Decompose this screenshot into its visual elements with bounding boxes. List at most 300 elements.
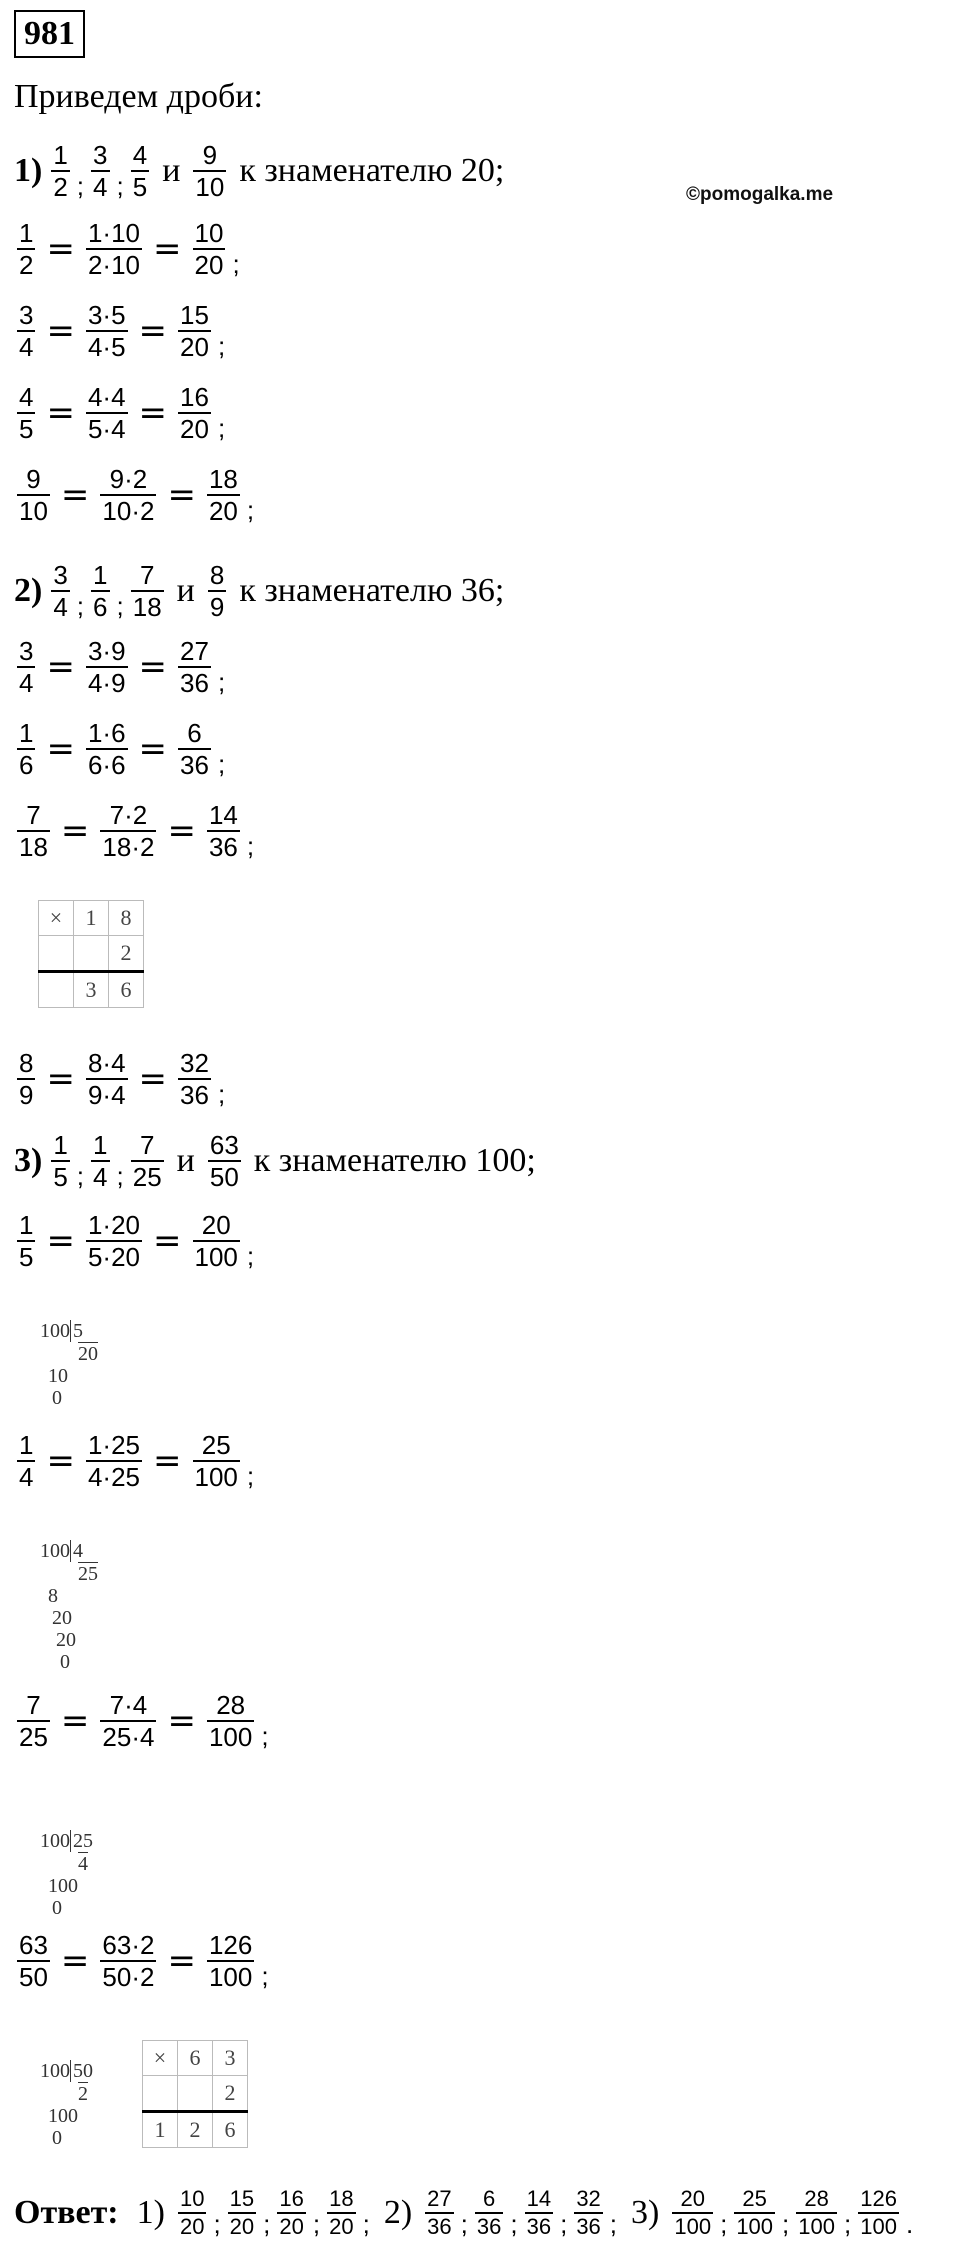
intro-text: Приведем дроби: [14,78,263,115]
table-cell: 6 [178,2041,213,2076]
quotient: 2 [78,2083,88,2105]
equals-sign: = [60,811,90,851]
result-fraction [193,1430,240,1492]
task-header-2 [14,560,514,622]
expanded-fraction [86,636,128,698]
equation-line [14,300,229,362]
numerator: 16 [279,2186,304,2211]
numerator: 8 [19,1048,34,1078]
denominator: 4·9 [87,668,126,698]
denominator: 36 [180,750,209,780]
table-cell [39,972,74,1008]
numerator: 1·20 [87,1210,141,1240]
task-fraction [91,1130,109,1192]
task-fraction [51,140,69,202]
numerator: 1 [53,140,68,170]
equals-sign: = [153,1441,182,1481]
equals-sign: = [46,311,75,351]
denominator: 5·20 [87,1242,141,1272]
numerator: 32 [180,1048,209,1078]
target-text: к знаменателю 36; [239,572,505,609]
numerator: 9 [26,464,41,494]
equation-line [14,1930,273,1992]
numerator: 4 [19,382,34,412]
equals-sign: = [46,1059,75,1099]
separator: ; [782,2209,790,2239]
equals-sign: = [60,1701,90,1741]
separator: ; [263,2209,271,2239]
numerator: 7 [26,800,41,830]
denominator: 100 [194,1462,238,1492]
dividend: 100 [40,1540,70,1562]
separator: ; [213,2209,221,2239]
denominator: 6·6 [87,750,126,780]
expanded-fraction [100,1930,156,1992]
answer-fraction [734,2186,775,2240]
denominator: 18·2 [102,832,155,862]
denominator: 20 [180,414,209,444]
task-fraction [208,560,226,622]
equals-sign: = [138,311,168,351]
expanded-fraction [86,1210,142,1272]
task-fraction [51,1130,69,1192]
answer-line [14,2186,917,2240]
numerator: 1 [93,1130,108,1160]
denominator: 50·2 [102,1962,155,1992]
denominator: 50 [19,1962,48,1992]
equals-sign: = [138,393,168,433]
answer-fraction [425,2186,453,2240]
denominator: 9 [19,1080,34,1110]
denominator: 36 [208,832,238,862]
equals-sign: = [138,1059,168,1099]
table-cell: 2 [109,936,144,972]
table-cell [39,936,74,972]
numerator: 28 [804,2186,829,2211]
denominator: 10 [195,172,225,202]
equals-sign: = [167,811,196,851]
denominator: 100 [194,1242,238,1272]
separator: ; [246,1241,255,1271]
task-label: 3) [14,1142,43,1179]
expanded-fraction [86,1430,142,1492]
answer-part-label: 3) [631,2194,660,2231]
denominator: 18 [19,832,48,862]
divisor: 5 [70,1320,83,1342]
division-step: 10 [48,1365,68,1387]
denominator: 20 [194,250,224,280]
division-head [40,1540,98,1562]
separator: ; [116,171,124,201]
long-division [40,1830,93,1919]
division-head [40,1320,98,1342]
separator: ; [843,2209,852,2239]
denominator: 4 [19,668,34,698]
separator: ; [232,249,240,279]
numerator: 27 [427,2186,452,2211]
numerator: 6 [187,718,202,748]
separator: ; [261,1961,269,1991]
equals-sign: = [46,1441,75,1481]
numerator: 7 [139,1130,155,1160]
denominator: 25·4 [102,1722,155,1752]
result-fraction [178,1048,211,1110]
table-cell: 2 [213,2076,248,2112]
equation-line [14,218,244,280]
numerator: 25 [201,1430,231,1460]
denominator: 25 [19,1722,48,1752]
task-label: 1) [14,152,43,189]
equals-sign: = [153,229,182,269]
numerator: 7 [26,1690,41,1720]
division-step: 8 [48,1585,58,1607]
numerator: 32 [576,2186,601,2211]
result-fraction [207,464,240,526]
numerator: 3 [53,560,68,590]
result-fraction [193,218,226,280]
numerator: 8 [209,560,225,590]
long-division [40,2060,93,2149]
table-cell: × [39,901,74,936]
task-fraction [131,140,149,202]
denominator: 4 [19,332,34,362]
equals-sign: = [46,393,75,433]
numerator: 3 [19,300,34,330]
table-cell: 8 [109,901,144,936]
task-fraction [193,140,226,202]
equation-line [14,1048,229,1110]
original-fraction [17,1930,50,1992]
equals-sign: = [46,1221,75,1261]
original-fraction [17,1210,35,1272]
numerator: 10 [194,218,224,248]
multiplication-table-18x2 [38,900,144,1008]
original-fraction [17,1690,50,1752]
target-text: к знаменателю 20; [239,152,505,189]
denominator: 4 [19,1462,34,1492]
denominator: 5 [53,1162,68,1192]
result-fraction [178,718,211,780]
numerator: 20 [201,1210,231,1240]
task-fraction [51,560,69,622]
answer-fraction [277,2186,305,2240]
separator: ; [217,1079,226,1109]
and-word: и [176,572,195,609]
answer-fraction [672,2186,713,2240]
separator: . [905,2209,914,2239]
equals-sign: = [46,229,75,269]
denominator: 20 [279,2214,304,2239]
answer-label: Ответ: [14,2194,119,2231]
and-word: и [176,1142,195,1179]
task-fraction [131,1130,164,1192]
long-division [40,1320,98,1409]
separator: ; [246,495,255,525]
numerator: 4·4 [87,382,126,412]
division-step: 100 [48,2105,78,2127]
denominator: 36 [180,1080,209,1110]
answer-fraction [858,2186,899,2240]
numerator: 63 [19,1930,48,1960]
equation-line [14,382,229,444]
equals-sign: = [46,647,75,687]
separator: ; [76,1161,85,1191]
numerator: 63·2 [102,1930,155,1960]
separator: ; [312,2209,321,2239]
target-text: к знаменателю 100; [253,1142,536,1179]
numerator: 6 [482,2186,496,2211]
denominator: 4 [93,172,108,202]
table-cell [74,936,109,972]
numerator: 3·5 [87,300,126,330]
separator: ; [609,2209,618,2239]
equals-sign: = [167,1701,196,1741]
expanded-fraction [100,464,156,526]
numerator: 15 [229,2186,255,2211]
numerator: 15 [180,300,209,330]
expanded-fraction [86,1048,128,1110]
numerator: 7·2 [109,800,148,830]
original-fraction [17,1430,35,1492]
original-fraction [17,464,50,526]
task-header-1 [14,140,514,202]
denominator: 5 [19,414,34,444]
result-fraction [207,800,240,862]
task-fraction [131,560,164,622]
numerator: 63 [209,1130,239,1160]
numerator: 3 [19,636,34,666]
numerator: 1 [19,718,34,748]
equals-sign: = [153,1221,182,1261]
answer-fraction [525,2186,553,2240]
numerator: 18 [208,464,238,494]
denominator: 6 [19,750,34,780]
division-step: 100 [48,1875,78,1897]
table-cell: 3 [213,2041,248,2076]
equals-sign: = [167,1941,196,1981]
result-fraction [178,636,211,698]
numerator: 28 [216,1690,246,1720]
denominator: 10·2 [102,496,155,526]
denominator: 100 [736,2214,774,2239]
numerator: 3·9 [87,636,126,666]
expanded-fraction [100,800,156,862]
denominator: 2 [53,172,68,202]
separator: ; [246,1461,255,1491]
division-head [40,1830,93,1852]
equals-sign: = [60,1941,90,1981]
result-fraction [178,382,211,444]
table-cell: × [143,2041,178,2076]
denominator: 36 [576,2214,601,2239]
numerator: 9 [202,140,218,170]
numerator: 1 [53,1130,68,1160]
separator: ; [560,2209,568,2239]
denominator: 25 [132,1162,162,1192]
separator: ; [116,1161,124,1191]
numerator: 8·4 [87,1048,126,1078]
denominator: 6 [93,592,108,622]
denominator: 100 [674,2214,712,2239]
denominator: 5·4 [87,414,126,444]
table-cell: 1 [143,2112,178,2148]
expanded-fraction [86,382,128,444]
expanded-fraction [86,218,142,280]
result-fraction [207,1690,254,1752]
answer-fraction [796,2186,837,2240]
denominator: 4 [53,592,68,622]
numerator: 1 [19,1430,34,1460]
separator: ; [246,831,255,861]
answer-fraction [475,2186,503,2240]
denominator: 20 [179,2214,205,2239]
quotient: 4 [78,1853,88,1875]
quotient: 25 [78,1563,98,1585]
denominator: 4·25 [87,1462,141,1492]
numerator: 3 [93,140,108,170]
table-cell: 2 [178,2112,213,2148]
denominator: 4 [93,1162,108,1192]
original-fraction [17,718,35,780]
denominator: 36 [180,668,209,698]
numerator: 1 [93,560,108,590]
table-cell: 6 [213,2112,248,2148]
watermark: ©pomogalka.me [686,184,834,205]
division-step: 0 [52,1387,62,1409]
original-fraction [17,1048,35,1110]
numerator: 126 [208,1930,253,1960]
equation-line [14,1430,258,1492]
table-cell: 6 [109,972,144,1008]
division-step: 0 [52,2127,62,2149]
denominator: 100 [208,1962,253,1992]
numerator: 1·25 [87,1430,141,1460]
denominator: 4·5 [87,332,126,362]
original-fraction [17,218,35,280]
numerator: 126 [860,2186,897,2211]
numerator: 4 [132,140,148,170]
denominator: 2·10 [87,250,141,280]
numerator: 25 [742,2186,767,2211]
separator: ; [116,591,124,621]
dividend: 100 [40,1830,70,1852]
long-division [40,1540,98,1673]
division-step: 20 [52,1607,72,1629]
result-fraction [193,1210,240,1272]
table-cell: 3 [74,972,109,1008]
denominator: 5 [132,172,148,202]
answer-fraction [178,2186,206,2240]
separator: ; [261,1721,269,1751]
denominator: 2 [19,250,34,280]
numerator: 1 [19,218,34,248]
task-fraction [91,560,109,622]
equation-line [14,464,258,526]
equals-sign: = [167,475,196,515]
result-fraction [207,1930,254,1992]
expanded-fraction [86,300,128,362]
numerator: 1·10 [87,218,141,248]
division-head [40,2060,93,2082]
result-fraction [178,300,211,362]
equals-sign: = [138,729,168,769]
numerator: 1·6 [87,718,126,748]
original-fraction [17,636,35,698]
dividend: 100 [40,2060,70,2082]
separator: ; [217,413,226,443]
multiplication-table-63x2 [142,2040,248,2148]
denominator: 20 [208,496,238,526]
equation-line [14,636,229,698]
answer-fraction [228,2186,256,2240]
problem-number: 981 [14,10,85,58]
equation-line [14,1690,273,1752]
separator: ; [510,2209,518,2239]
dividend: 100 [40,1320,70,1342]
division-step: 20 [56,1629,76,1651]
denominator: 36 [427,2214,452,2239]
equals-sign: = [60,475,90,515]
divisor: 4 [70,1540,83,1562]
denominator: 100 [860,2214,897,2239]
numerator: 7·4 [109,1690,148,1720]
and-word: и [162,152,181,189]
denominator: 20 [180,332,209,362]
separator: ; [362,2209,370,2239]
equation-line [14,718,229,780]
division-step: 0 [52,1897,62,1919]
table-cell [143,2076,178,2112]
denominator: 36 [476,2214,502,2239]
denominator: 5 [19,1242,34,1272]
numerator: 10 [179,2186,205,2211]
denominator: 50 [209,1162,239,1192]
original-fraction [17,382,35,444]
separator: ; [76,591,85,621]
separator: ; [76,171,85,201]
table-cell: 1 [74,901,109,936]
numerator: 18 [329,2186,354,2211]
divisor: 50 [70,2060,93,2082]
original-fraction [17,800,50,862]
numerator: 14 [526,2186,552,2211]
denominator: 20 [229,2214,255,2239]
denominator: 100 [208,1722,253,1752]
task-label: 2) [14,572,43,609]
equation-line [14,1210,258,1272]
answer-fraction [574,2186,602,2240]
task-header-3 [14,1130,546,1192]
numerator: 9·2 [109,464,148,494]
quotient: 20 [78,1343,98,1365]
denominator: 9·4 [87,1080,126,1110]
numerator: 16 [180,382,209,412]
denominator: 20 [329,2214,354,2239]
expanded-fraction [100,1690,156,1752]
separator: ; [217,331,226,361]
separator: ; [460,2209,468,2239]
denominator: 10 [19,496,48,526]
numerator: 14 [208,800,238,830]
separator: ; [217,749,226,779]
numerator: 7 [139,560,155,590]
equals-sign: = [138,647,168,687]
equation-line [14,800,258,862]
numerator: 1 [19,1210,34,1240]
denominator: 9 [209,592,225,622]
separator: ; [720,2209,728,2239]
answer-part-label: 1) [136,2194,165,2231]
